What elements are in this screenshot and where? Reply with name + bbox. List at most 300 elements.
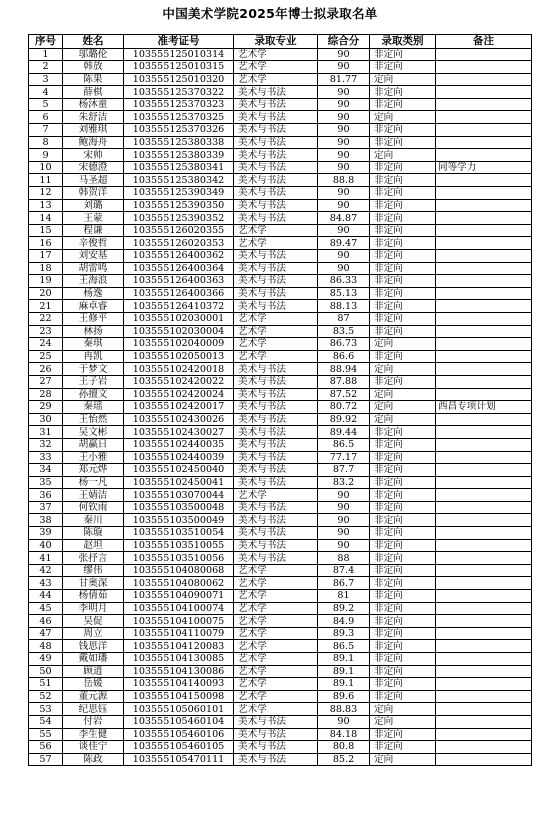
- table-row: [29, 715, 532, 728]
- cell-index: 32: [29, 438, 63, 451]
- table-row: [29, 300, 532, 313]
- table-row: [29, 539, 532, 552]
- cell-exam-id: 103555125380339: [124, 149, 234, 162]
- cell-name: 陈果: [63, 73, 124, 86]
- cell-major: 美术与书法: [234, 287, 318, 300]
- cell-name: 冉凯: [63, 350, 124, 363]
- cell-category: 非定向: [370, 476, 436, 489]
- cell-exam-id: 103555104090071: [124, 590, 234, 603]
- cell-score: 90: [318, 715, 370, 728]
- cell-major: 美术与书法: [234, 98, 318, 111]
- cell-note: [436, 438, 532, 451]
- cell-note: [436, 564, 532, 577]
- cell-index: 2: [29, 61, 63, 74]
- cell-major: 美术与书法: [234, 174, 318, 187]
- cell-score: 88.13: [318, 300, 370, 313]
- cell-major: 美术与书法: [234, 401, 318, 414]
- cell-major: 美术与书法: [234, 728, 318, 741]
- cell-exam-id: 103555105460105: [124, 741, 234, 754]
- cell-name: 朱舒洁: [63, 111, 124, 124]
- table-row: [29, 224, 532, 237]
- cell-major: 美术与书法: [234, 753, 318, 766]
- table-row: [29, 111, 532, 124]
- cell-exam-id: 103555125390349: [124, 187, 234, 200]
- cell-category: 定向: [370, 715, 436, 728]
- cell-index: 23: [29, 325, 63, 338]
- cell-score: 86.5: [318, 438, 370, 451]
- cell-category: 定向: [370, 753, 436, 766]
- cell-name: 戴如璠: [63, 653, 124, 666]
- cell-category: 非定向: [370, 212, 436, 225]
- cell-name: 钱思洋: [63, 640, 124, 653]
- cell-exam-id: 103555103500049: [124, 514, 234, 527]
- cell-exam-id: 103555104130086: [124, 665, 234, 678]
- cell-name: 胡雷鸣: [63, 262, 124, 275]
- header-note: 备注: [436, 35, 532, 49]
- cell-index: 30: [29, 413, 63, 426]
- cell-name: 吴文彬: [63, 426, 124, 439]
- cell-name: 杨逸: [63, 287, 124, 300]
- cell-note: [436, 149, 532, 162]
- table-row: [29, 476, 532, 489]
- table-row: [29, 602, 532, 615]
- cell-name: 秦瑶: [63, 401, 124, 414]
- table-row: [29, 426, 532, 439]
- cell-category: 非定向: [370, 552, 436, 565]
- cell-score: 86.73: [318, 338, 370, 351]
- cell-category: 非定向: [370, 199, 436, 212]
- cell-note: [436, 338, 532, 351]
- cell-exam-id: 103555104140093: [124, 678, 234, 691]
- table-row: [29, 98, 532, 111]
- table-row: [29, 753, 532, 766]
- cell-exam-id: 103555126400362: [124, 250, 234, 263]
- cell-index: 41: [29, 552, 63, 565]
- cell-major: 美术与书法: [234, 275, 318, 288]
- cell-index: 50: [29, 665, 63, 678]
- header-category: 录取类别: [370, 35, 436, 49]
- cell-index: 35: [29, 476, 63, 489]
- cell-exam-id: 103555102050013: [124, 350, 234, 363]
- cell-category: 非定向: [370, 665, 436, 678]
- cell-name: 韩贺洋: [63, 187, 124, 200]
- cell-name: 王海浪: [63, 275, 124, 288]
- cell-exam-id: 103555126400364: [124, 262, 234, 275]
- table-row: [29, 73, 532, 86]
- cell-note: [436, 275, 532, 288]
- cell-note: [436, 728, 532, 741]
- cell-index: 3: [29, 73, 63, 86]
- cell-note: 西昌专项计划: [436, 401, 532, 414]
- cell-score: 90: [318, 149, 370, 162]
- cell-name: 麻卓睿: [63, 300, 124, 313]
- cell-index: 27: [29, 375, 63, 388]
- cell-category: 非定向: [370, 161, 436, 174]
- cell-category: 非定向: [370, 312, 436, 325]
- cell-note: [436, 741, 532, 754]
- cell-exam-id: 103555102030001: [124, 312, 234, 325]
- cell-index: 16: [29, 237, 63, 250]
- cell-major: 艺术学: [234, 338, 318, 351]
- header-score: 综合分: [318, 35, 370, 49]
- cell-note: [436, 590, 532, 603]
- cell-score: 90: [318, 136, 370, 149]
- cell-score: 89.3: [318, 627, 370, 640]
- cell-category: 非定向: [370, 250, 436, 263]
- cell-major: 艺术学: [234, 678, 318, 691]
- cell-category: 定向: [370, 149, 436, 162]
- table-row: [29, 325, 532, 338]
- cell-major: 美术与书法: [234, 212, 318, 225]
- cell-category: 非定向: [370, 615, 436, 628]
- cell-category: 定向: [370, 363, 436, 376]
- cell-note: [436, 61, 532, 74]
- table-row: [29, 124, 532, 137]
- cell-major: 美术与书法: [234, 552, 318, 565]
- cell-score: 90: [318, 161, 370, 174]
- cell-category: 非定向: [370, 262, 436, 275]
- cell-score: 90: [318, 111, 370, 124]
- cell-index: 20: [29, 287, 63, 300]
- cell-major: 美术与书法: [234, 476, 318, 489]
- cell-note: [436, 615, 532, 628]
- cell-index: 56: [29, 741, 63, 754]
- table-row: [29, 388, 532, 401]
- table-row: [29, 514, 532, 527]
- table-row: [29, 86, 532, 99]
- cell-exam-id: 103555104150098: [124, 690, 234, 703]
- cell-major: 艺术学: [234, 224, 318, 237]
- table-row: [29, 653, 532, 666]
- cell-score: 89.44: [318, 426, 370, 439]
- cell-note: [436, 703, 532, 716]
- cell-category: 定向: [370, 111, 436, 124]
- header-exam-id: 准考证号: [124, 35, 234, 49]
- cell-score: 90: [318, 501, 370, 514]
- table-row: [29, 149, 532, 162]
- table-row: [29, 312, 532, 325]
- cell-index: 7: [29, 124, 63, 137]
- cell-major: 艺术学: [234, 602, 318, 615]
- cell-index: 18: [29, 262, 63, 275]
- cell-score: 87: [318, 312, 370, 325]
- cell-note: [436, 451, 532, 464]
- cell-note: [436, 98, 532, 111]
- cell-index: 45: [29, 602, 63, 615]
- table-row: [29, 451, 532, 464]
- cell-exam-id: 103555103510056: [124, 552, 234, 565]
- cell-name: 宋帅: [63, 149, 124, 162]
- cell-note: [436, 527, 532, 540]
- cell-score: 90: [318, 262, 370, 275]
- cell-major: 艺术学: [234, 489, 318, 502]
- table-row: [29, 577, 532, 590]
- table-row: [29, 350, 532, 363]
- cell-category: 非定向: [370, 653, 436, 666]
- table-row: [29, 501, 532, 514]
- cell-score: 90: [318, 527, 370, 540]
- cell-category: 非定向: [370, 590, 436, 603]
- cell-category: 定向: [370, 413, 436, 426]
- cell-note: [436, 237, 532, 250]
- cell-name: 陈璇: [63, 527, 124, 540]
- cell-major: 美术与书法: [234, 161, 318, 174]
- cell-major: 艺术学: [234, 590, 318, 603]
- cell-major: 美术与书法: [234, 199, 318, 212]
- cell-exam-id: 103555125380338: [124, 136, 234, 149]
- cell-major: 美术与书法: [234, 527, 318, 540]
- cell-category: 定向: [370, 338, 436, 351]
- cell-exam-id: 103555126020353: [124, 237, 234, 250]
- cell-note: [436, 552, 532, 565]
- cell-note: [436, 224, 532, 237]
- cell-exam-id: 103555102420024: [124, 388, 234, 401]
- cell-score: 88.8: [318, 174, 370, 187]
- cell-score: 90: [318, 124, 370, 137]
- cell-major: 艺术学: [234, 48, 318, 61]
- cell-category: 非定向: [370, 539, 436, 552]
- table-row: [29, 590, 532, 603]
- cell-exam-id: 103555126020355: [124, 224, 234, 237]
- table-row: [29, 464, 532, 477]
- cell-note: [436, 250, 532, 263]
- cell-name: 孙擅文: [63, 388, 124, 401]
- cell-category: 定向: [370, 73, 436, 86]
- cell-exam-id: 103555102420018: [124, 363, 234, 376]
- cell-score: 88.94: [318, 363, 370, 376]
- cell-index: 26: [29, 363, 63, 376]
- cell-note: [436, 363, 532, 376]
- table-row: [29, 48, 532, 61]
- cell-name: 杨一凡: [63, 476, 124, 489]
- cell-major: 艺术学: [234, 627, 318, 640]
- cell-major: 美术与书法: [234, 300, 318, 313]
- cell-exam-id: 103555104130085: [124, 653, 234, 666]
- cell-category: 非定向: [370, 489, 436, 502]
- cell-note: [436, 602, 532, 615]
- cell-note: [436, 136, 532, 149]
- cell-name: 马圣超: [63, 174, 124, 187]
- cell-name: 韩放: [63, 61, 124, 74]
- cell-index: 31: [29, 426, 63, 439]
- table-row: [29, 174, 532, 187]
- cell-category: 非定向: [370, 350, 436, 363]
- cell-index: 57: [29, 753, 63, 766]
- cell-category: 非定向: [370, 86, 436, 99]
- cell-category: 非定向: [370, 627, 436, 640]
- cell-category: 非定向: [370, 564, 436, 577]
- cell-major: 美术与书法: [234, 262, 318, 275]
- cell-note: [436, 111, 532, 124]
- cell-exam-id: 103555105460106: [124, 728, 234, 741]
- cell-name: 秦川: [63, 514, 124, 527]
- cell-note: [436, 199, 532, 212]
- cell-name: 李生健: [63, 728, 124, 741]
- cell-name: 王怡然: [63, 413, 124, 426]
- cell-index: 9: [29, 149, 63, 162]
- table-row: [29, 690, 532, 703]
- cell-name: 于梦文: [63, 363, 124, 376]
- cell-exam-id: 103555102450041: [124, 476, 234, 489]
- cell-major: 艺术学: [234, 350, 318, 363]
- cell-name: 王小雅: [63, 451, 124, 464]
- cell-name: 宋德澄: [63, 161, 124, 174]
- cell-note: [436, 514, 532, 527]
- cell-note: [436, 665, 532, 678]
- table-row: [29, 741, 532, 754]
- cell-note: 同等学力: [436, 161, 532, 174]
- cell-index: 49: [29, 653, 63, 666]
- cell-name: 杨倩茹: [63, 590, 124, 603]
- cell-exam-id: 103555125010315: [124, 61, 234, 74]
- cell-index: 6: [29, 111, 63, 124]
- cell-score: 84.18: [318, 728, 370, 741]
- cell-name: 杨沐童: [63, 98, 124, 111]
- cell-score: 87.4: [318, 564, 370, 577]
- cell-exam-id: 103555126400366: [124, 287, 234, 300]
- header-major: 录取专业: [234, 35, 318, 49]
- cell-note: [436, 690, 532, 703]
- cell-major: 美术与书法: [234, 86, 318, 99]
- cell-category: 非定向: [370, 514, 436, 527]
- cell-category: 非定向: [370, 136, 436, 149]
- cell-score: 90: [318, 48, 370, 61]
- table-row: [29, 375, 532, 388]
- cell-exam-id: 103555104080068: [124, 564, 234, 577]
- cell-note: [436, 48, 532, 61]
- cell-index: 55: [29, 728, 63, 741]
- cell-index: 47: [29, 627, 63, 640]
- cell-category: 非定向: [370, 728, 436, 741]
- cell-major: 艺术学: [234, 564, 318, 577]
- cell-score: 80.8: [318, 741, 370, 754]
- cell-index: 44: [29, 590, 63, 603]
- cell-major: 艺术学: [234, 653, 318, 666]
- cell-score: 90: [318, 539, 370, 552]
- cell-category: 非定向: [370, 124, 436, 137]
- cell-exam-id: 103555103510054: [124, 527, 234, 540]
- cell-name: 何钦雨: [63, 501, 124, 514]
- cell-note: [436, 464, 532, 477]
- cell-major: 艺术学: [234, 615, 318, 628]
- cell-major: 美术与书法: [234, 514, 318, 527]
- cell-score: 88: [318, 552, 370, 565]
- cell-note: [436, 476, 532, 489]
- cell-score: 89.1: [318, 665, 370, 678]
- table-row: [29, 275, 532, 288]
- header-name: 姓名: [63, 35, 124, 49]
- cell-exam-id: 103555125010314: [124, 48, 234, 61]
- cell-exam-id: 103555102450040: [124, 464, 234, 477]
- cell-score: 77.17: [318, 451, 370, 464]
- cell-major: 美术与书法: [234, 539, 318, 552]
- cell-category: 非定向: [370, 300, 436, 313]
- cell-note: [436, 413, 532, 426]
- table-row: [29, 338, 532, 351]
- cell-exam-id: 103555105470111: [124, 753, 234, 766]
- cell-index: 54: [29, 715, 63, 728]
- cell-exam-id: 103555125370322: [124, 86, 234, 99]
- cell-index: 29: [29, 401, 63, 414]
- cell-note: [436, 577, 532, 590]
- cell-category: 非定向: [370, 438, 436, 451]
- cell-exam-id: 103555104120083: [124, 640, 234, 653]
- table-row: [29, 564, 532, 577]
- cell-exam-id: 103555126400363: [124, 275, 234, 288]
- table-row: [29, 640, 532, 653]
- cell-exam-id: 103555125010320: [124, 73, 234, 86]
- cell-note: [436, 489, 532, 502]
- cell-exam-id: 103555103510055: [124, 539, 234, 552]
- cell-major: 美术与书法: [234, 501, 318, 514]
- cell-score: 88.83: [318, 703, 370, 716]
- table-row: [29, 401, 532, 414]
- cell-note: [436, 312, 532, 325]
- table-row: [29, 438, 532, 451]
- cell-name: 胡赢日: [63, 438, 124, 451]
- cell-major: 艺术学: [234, 73, 318, 86]
- cell-note: [436, 262, 532, 275]
- cell-name: 缪伟: [63, 564, 124, 577]
- header-index: 序号: [29, 35, 63, 49]
- cell-index: 8: [29, 136, 63, 149]
- cell-category: 非定向: [370, 98, 436, 111]
- table-row: [29, 250, 532, 263]
- cell-category: 非定向: [370, 237, 436, 250]
- cell-category: 定向: [370, 401, 436, 414]
- cell-major: 美术与书法: [234, 426, 318, 439]
- cell-index: 33: [29, 451, 63, 464]
- cell-score: 90: [318, 187, 370, 200]
- cell-exam-id: 103555125370325: [124, 111, 234, 124]
- cell-score: 89.2: [318, 602, 370, 615]
- cell-index: 53: [29, 703, 63, 716]
- table-row: [29, 703, 532, 716]
- cell-name: 陈政: [63, 753, 124, 766]
- cell-index: 22: [29, 312, 63, 325]
- cell-index: 28: [29, 388, 63, 401]
- cell-category: 非定向: [370, 48, 436, 61]
- cell-index: 1: [29, 48, 63, 61]
- table-body: [29, 48, 532, 766]
- cell-name: 刘雅琪: [63, 124, 124, 137]
- cell-index: 24: [29, 338, 63, 351]
- cell-index: 51: [29, 678, 63, 691]
- cell-major: 艺术学: [234, 640, 318, 653]
- cell-exam-id: 103555126410372: [124, 300, 234, 313]
- cell-index: 38: [29, 514, 63, 527]
- cell-exam-id: 103555105060101: [124, 703, 234, 716]
- cell-exam-id: 103555125370326: [124, 124, 234, 137]
- cell-name: 董元源: [63, 690, 124, 703]
- admission-table: [28, 34, 532, 766]
- cell-note: [436, 653, 532, 666]
- table-row: [29, 728, 532, 741]
- cell-index: 11: [29, 174, 63, 187]
- cell-major: 美术与书法: [234, 438, 318, 451]
- cell-name: 王修平: [63, 312, 124, 325]
- table-row: [29, 237, 532, 250]
- table-row: [29, 615, 532, 628]
- document-title: 中国美术学院2025年博士拟录取名单: [162, 6, 378, 21]
- cell-exam-id: 103555103070044: [124, 489, 234, 502]
- cell-note: [436, 73, 532, 86]
- cell-index: 13: [29, 199, 63, 212]
- cell-note: [436, 375, 532, 388]
- cell-exam-id: 103555104100074: [124, 602, 234, 615]
- table-row: [29, 287, 532, 300]
- table-row: [29, 61, 532, 74]
